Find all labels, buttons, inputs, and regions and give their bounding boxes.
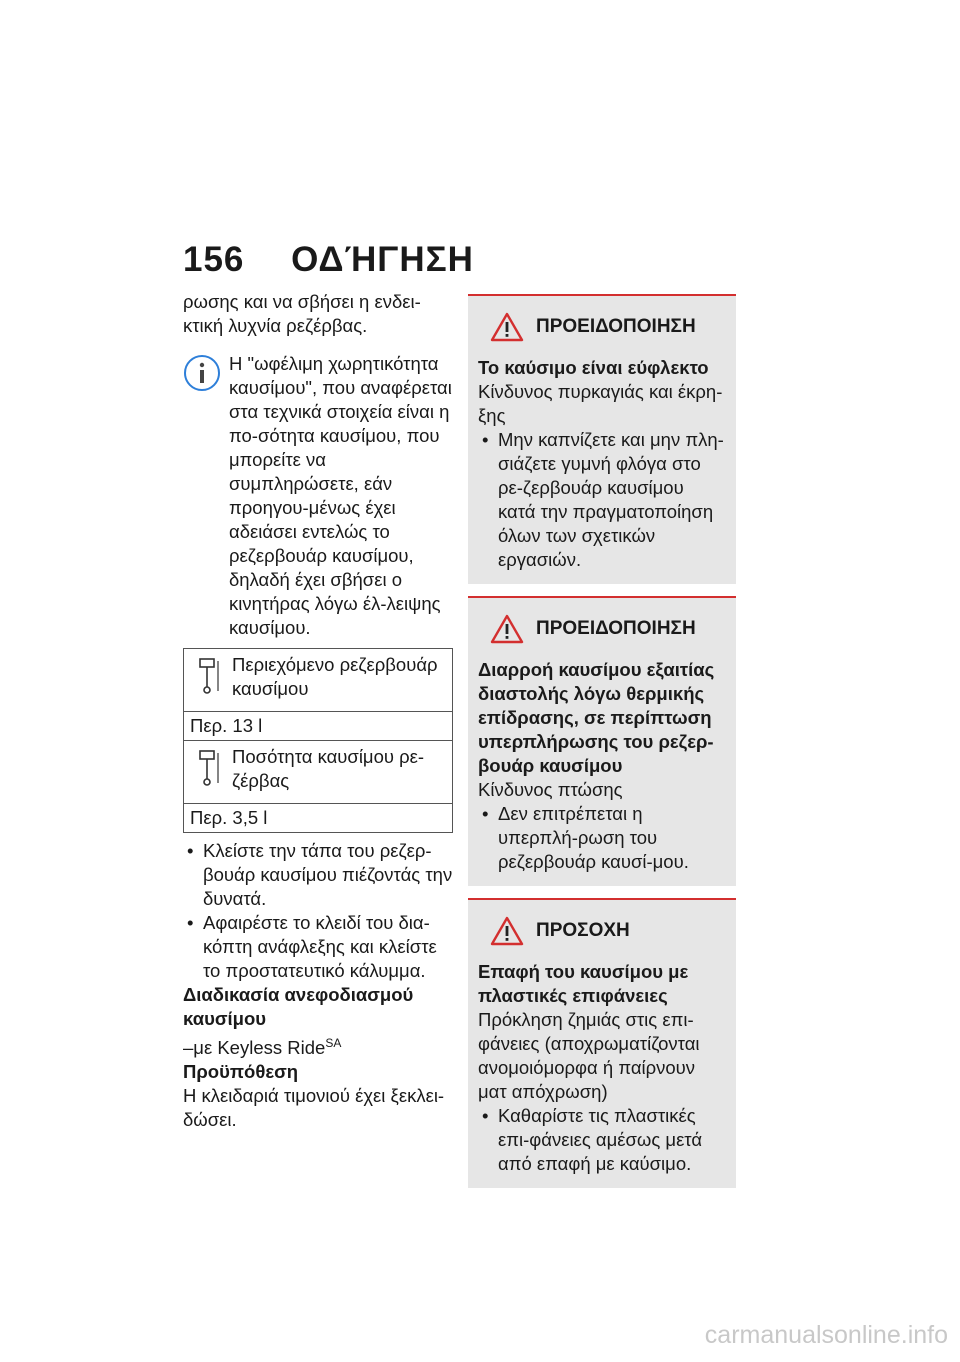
info-icon: [183, 354, 221, 392]
spec-label: Ποσότητα καυσίμου ρε-ζέρβας: [232, 746, 425, 791]
spec-value: Περ. 13 l: [190, 715, 263, 736]
page-number: 156: [183, 240, 245, 279]
warning-heading: Το καύσιμο είναι εύφλεκτο: [478, 357, 709, 378]
warning-list: [478, 1104, 726, 1176]
list-item: • Δεν επιτρέπεται η υπερπλή-ρωση του ρεζερβουάρ καυσί-μου.: [478, 802, 726, 874]
procedure-subtitle: –με Keyless Ride$^{SA}$: [183, 1036, 342, 1059]
warning-title: ΠΡΟΣΟΧΗ: [490, 916, 726, 946]
sa-marker: SA: [325, 1036, 342, 1050]
intro-text: ρωσης και να σβήσει η ενδει-κτική λυχνία ρεζέρβας.: [183, 291, 421, 336]
info-note: [183, 352, 453, 640]
steps-list: [183, 839, 453, 983]
warning-list: [478, 428, 726, 572]
warning-risk: Πρόκληση ζημιάς στις επι-φάνειες (αποχρωματίζονται ανομοιόμορφα ή παίρνουν ματ απόχρωση): [478, 1009, 700, 1102]
warning-triangle-icon: [490, 614, 524, 644]
list-item: • Μην καπνίζετε και μην πλη-σιάζετε γυμνή φλόγα στο ρε-ζερβουάρ καυσίμου κατά την πραγματοποίηση όλων των σχετικών εργασιών.: [478, 428, 726, 572]
warning-heading: Επαφή του καυσίμου με πλαστικές επιφάνειες: [478, 961, 689, 1006]
fuel-pump-icon: [198, 749, 222, 787]
watermark: carmanualsonline.info: [704, 1321, 948, 1349]
caution-box: [468, 898, 736, 1188]
warning-triangle-icon: [490, 916, 524, 946]
right-column: [468, 294, 736, 1200]
warning-box-2: [468, 596, 736, 886]
spec-reserve: [184, 740, 452, 832]
warning-risk: Κίνδυνος πτώσης: [478, 779, 623, 800]
page-header: [183, 240, 474, 280]
list-item: • Κλείστε την τάπα του ρεζερ-βουάρ καυσίμου πιέζοντάς την δυνατά.: [183, 839, 453, 911]
procedure-title: Διαδικασία ανεφοδιασμού καυσίμου: [183, 984, 414, 1029]
prerequisite-text: Η κλειδαριά τιμονιού έχει ξεκλει-δώσει.: [183, 1085, 445, 1131]
section-title: ΟΔΉΓΗΣΗ: [291, 240, 474, 279]
warning-box-1: [468, 294, 736, 584]
note-text: Η "ωφέλιμη χωρητικότητα καυσίμου", που αναφέρεται στα τεχνικά στοιχεία είναι η πο-σότητα καυσίμου, που μπορείτε να συμπληρώσετε, εάν προηγου-μένως έχει αδειάσει εντελώς το ρεζερβουάρ καυσίμου, δηλαδή έχει σβήσει ο κινητήρας λόγω έλ-λειψης καυσίμου.: [229, 353, 452, 638]
list-item: • Αφαιρέστε το κλειδί του δια-κόπτη ανάφλεξης και κλείστε το προστατευτικό κάλυμμα.: [183, 911, 453, 983]
list-item: • Καθαρίστε τις πλαστικές επι-φάνειες αμέσως μετά από επαφή με καύσιμο.: [478, 1104, 726, 1176]
left-column: [183, 290, 453, 1132]
fuel-pump-icon: [198, 657, 222, 695]
spec-fuel-capacity: [184, 649, 452, 740]
spec-value: Περ. 3,5 l: [190, 807, 268, 828]
warning-list: [478, 802, 726, 874]
warning-title: ΠΡΟΕΙΔΟΠΟΙΗΣΗ: [490, 614, 726, 644]
prerequisite-title: Προϋπόθεση: [183, 1061, 299, 1083]
spec-table: [183, 648, 453, 833]
warning-title: ΠΡΟΕΙΔΟΠΟΙΗΣΗ: [490, 312, 726, 342]
spec-label: Περιεχόμενο ρεζερβουάρ καυσίμου: [232, 654, 438, 699]
warning-heading: Διαρροή καυσίμου εξαιτίας διαστολής λόγω θερμικής επίδρασης, σε περίπτωση υπερπλήρωσης του ρεζερ-βουάρ καυσίμου: [478, 659, 715, 776]
warning-risk: Κίνδυνος πυρκαγιάς και έκρη-ξης: [478, 381, 723, 426]
warning-triangle-icon: [490, 312, 524, 342]
